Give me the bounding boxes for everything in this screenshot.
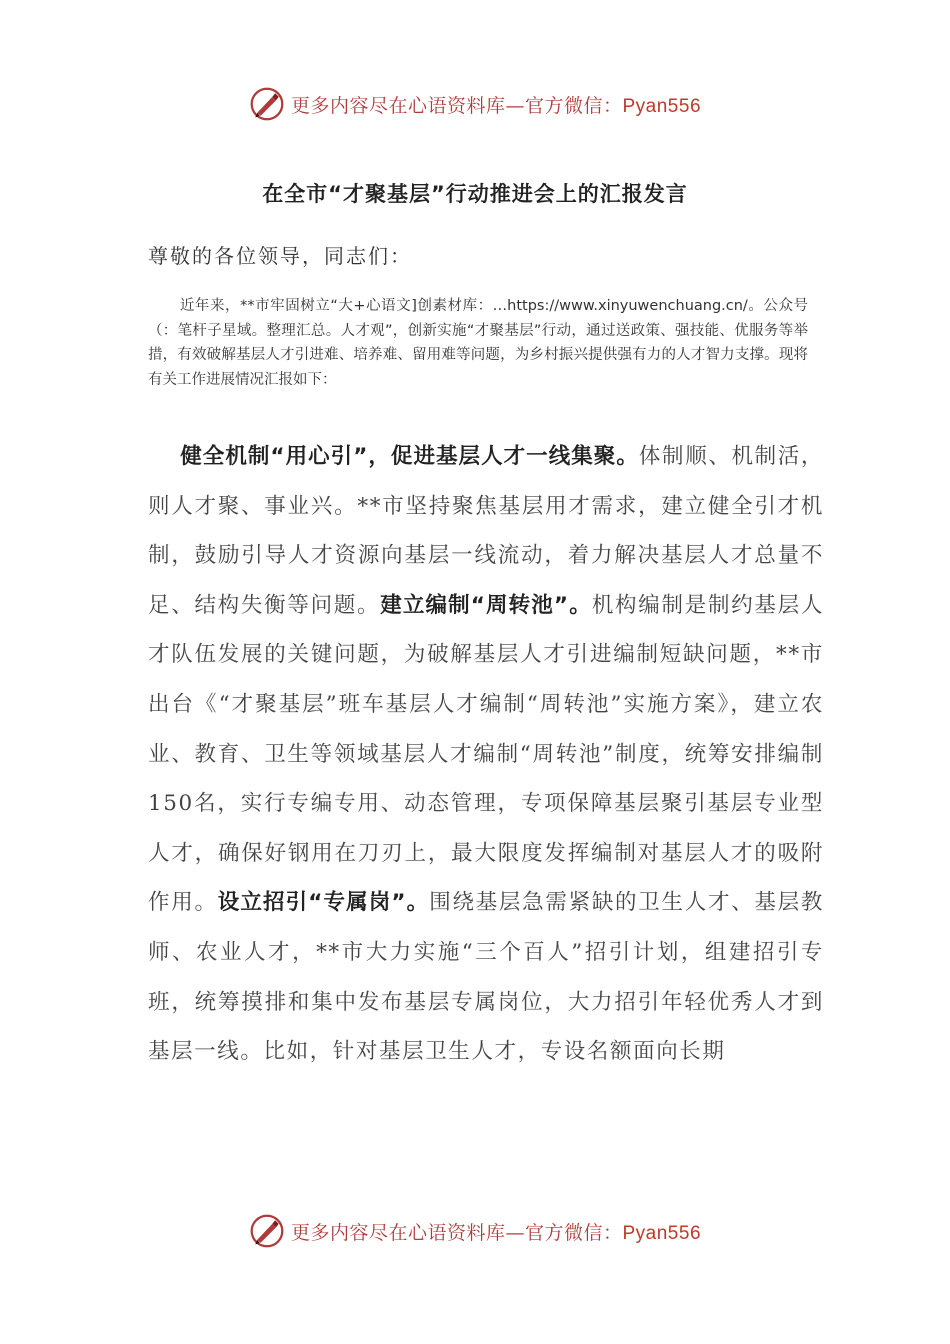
banner-label: 官方微信： (524, 1221, 623, 1244)
banner-site-name: 更多内容尽在心语资料库 (290, 1221, 506, 1244)
banner-handle: Pyan556 (622, 95, 702, 117)
banner-site-name: 更多内容尽在心语资料库 (290, 94, 506, 117)
pen-logo-icon (249, 86, 285, 122)
banner-text (291, 1218, 701, 1245)
intro-paragraph: 近年来，**市牢固树立“大+心语文]创素材库：…https://www.xinyuwenchuang.cn/。公众号（：笔杆子星域。整理汇总。人才观”，创新实施“才聚基层”行动，通过送政策、强技能、优服务等举措，有效破解基层人才引进难、培养难、留用难等问题，为乡村振兴提供强有力的人才智力支撑。现将有关工作进展情况汇报如下： (148, 298, 808, 388)
section-text-2: 机构编制是制约基层人才队伍发展的关键问题，为破解基层人才引进编制短缺问题，**市出台《“才聚基层”班车基层人才编制“周转池”实施方案》，建立农业、教育、卫生等领域基层人才编制“周转池”制度，统筹安排编制150名，实行专编专用、动态管理，专项保障基层聚引基层专业型人才，确保好钢用在刀刃上，最大限度发挥编制对基层人才的吸附作用。 (148, 592, 824, 916)
header-banner (0, 84, 950, 124)
section-heading: 健全机制“用心引”，促进基层人才一线集聚。 (180, 444, 639, 469)
pen-logo-icon (249, 1213, 285, 1249)
document-title: 在全市“才聚基层”行动推进会上的汇报发言 (262, 182, 688, 206)
footer-banner (0, 1211, 950, 1251)
greeting: 尊敬的各位领导，同志们： (148, 244, 412, 268)
section-paragraph (148, 432, 824, 1077)
banner-handle: Pyan556 (622, 1222, 702, 1244)
section-text-1: 体制顺、机制活，则人才聚、事业兴。**市坚持聚焦基层用才需求，建立健全引才机制，鼓励引导人才资源向基层一线流动，着力解决基层人才总量不足、结构失衡等问题。 (148, 444, 825, 618)
subheading-1: 建立编制“周转池”。 (380, 592, 592, 618)
banner-label: 官方微信： (524, 94, 623, 117)
banner-text (291, 91, 701, 118)
subheading-2: 设立招引“专属岗”。 (217, 890, 430, 916)
section-text-3: 围绕基层急需紧缺的卫生人才、基层教师、农业人才，**市大力实施“三个百人”招引计划，组建招引专班，统筹摸排和集中发布基层专属岗位，大力招引年轻优秀人才到基层一线。比如，针对基层卫生人才，专设名额面向长期 (148, 890, 824, 1065)
banner-separator: — (505, 94, 525, 117)
banner-separator: — (505, 1221, 525, 1244)
